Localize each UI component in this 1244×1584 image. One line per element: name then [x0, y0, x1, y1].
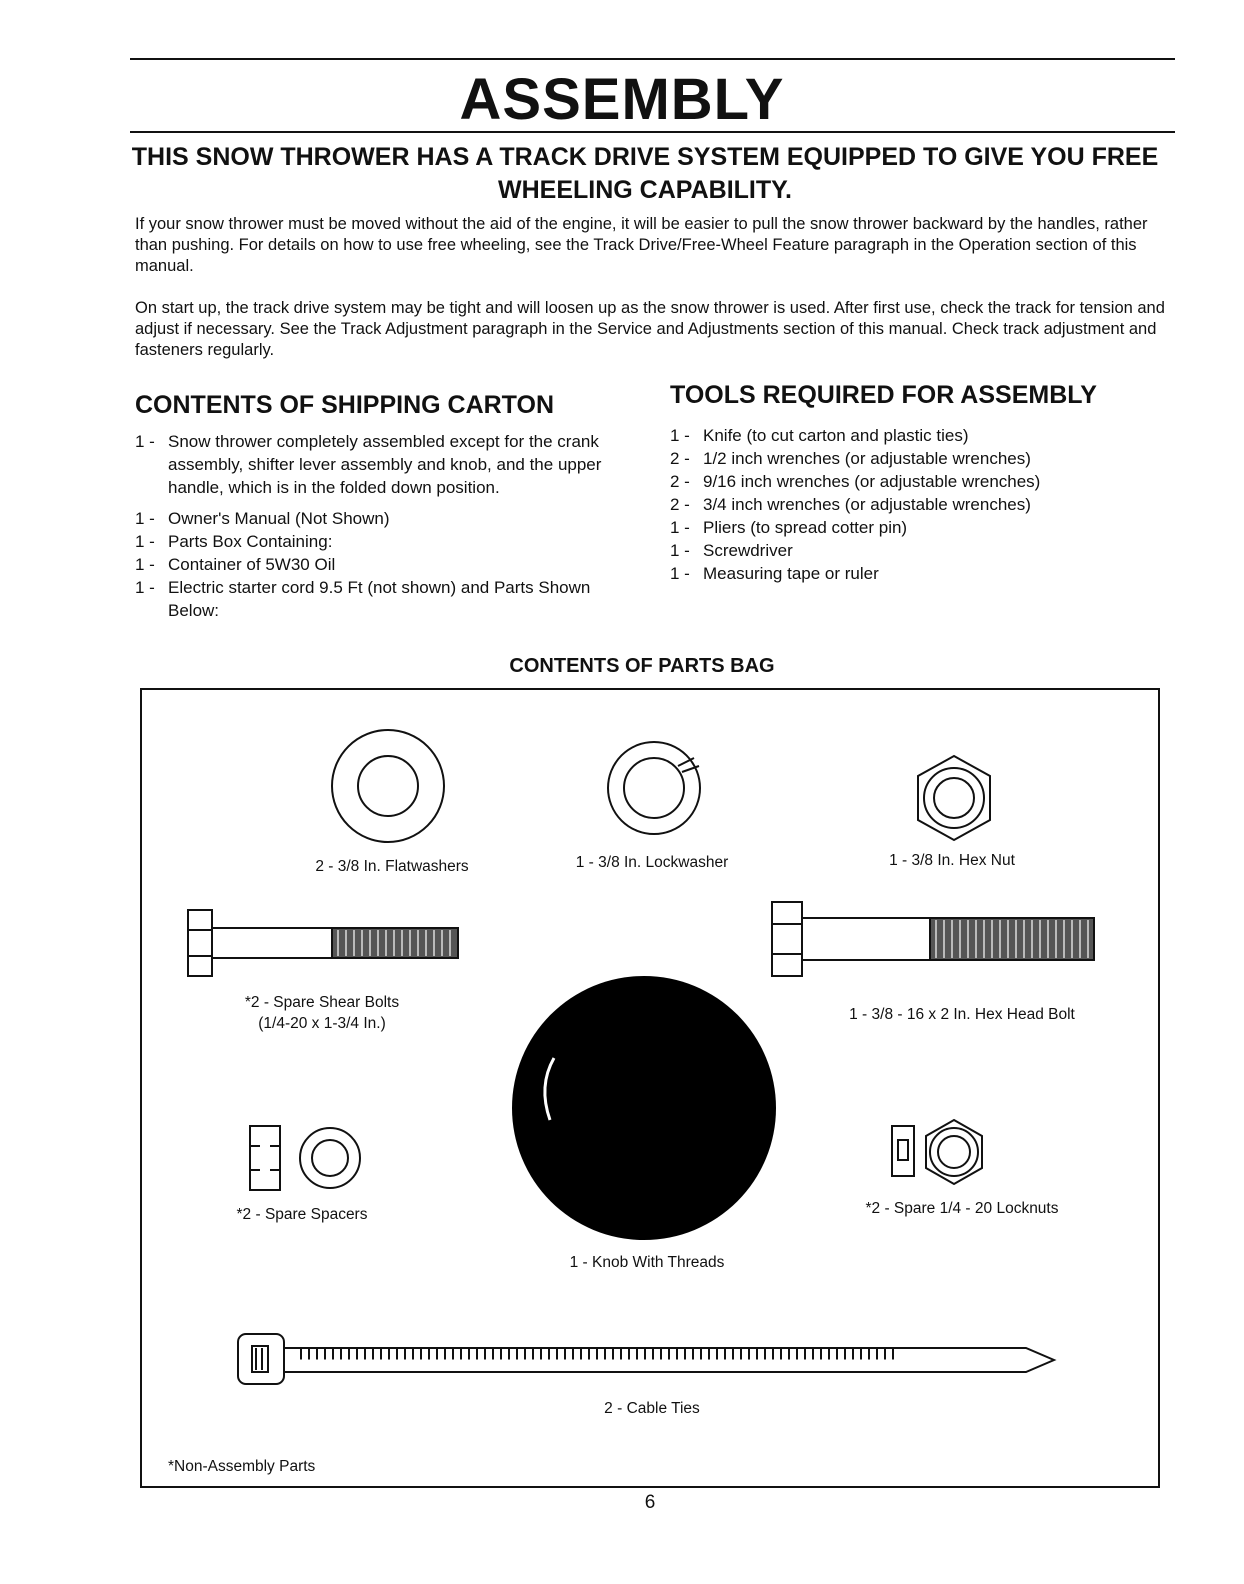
parts-bag-heading: CONTENTS OF PARTS BAG: [509, 655, 775, 677]
parts-bag-box: [140, 688, 1160, 1488]
carton-item: 1 - Snow thrower completely assembled except for the crank assembly, shifter lever assembly and knob, and the upper handle, which is in the folded down position.: [135, 432, 602, 497]
lockwasher-icon: [604, 738, 704, 838]
tools-item: 1 - Measuring tape or ruler: [670, 564, 879, 583]
locknuts-caption: *2 - Spare 1/4 - 20 Locknuts: [865, 1200, 1059, 1217]
carton-item: 1 - Electric starter cord 9.5 Ft (not shown) and Parts Shown Below:: [135, 578, 591, 620]
title-underline: [130, 131, 1175, 133]
track-tension-paragraph: On start up, the track drive system may be tight and will loosen up as the snow thrower is used. After first use, check the track for tension and adjust if necessary. See the Track Adjustment paragraph in the Service and Adjustments section of this manual. Check track adjustment and fasteners regularly.: [135, 299, 1165, 359]
lockwasher-caption: 1 - 3/8 In. Lockwasher: [575, 854, 729, 871]
tools-item: 2 - 9/16 inch wrenches (or adjustable wrenches): [670, 472, 1041, 491]
carton-item: 1 - Parts Box Containing:: [135, 532, 333, 551]
spacers-caption: *2 - Spare Spacers: [236, 1206, 368, 1223]
shear-bolts-caption: *2 - Spare Shear Bolts (1/4-20 x 1-3/4 In.): [244, 994, 400, 1032]
hex-head-bolt-caption: 1 - 3/8 - 16 x 2 In. Hex Head Bolt: [849, 1006, 1075, 1023]
free-wheel-paragraph: If your snow thrower must be moved without the aid of the engine, it will be easier to pull the snow thrower backward by the handles, rather than pushing. For details on how to use free wheeling, see the Track Drive/Free-Wheel Feature paragraph in the Operation section of this manual.: [135, 215, 1148, 275]
tools-item: 1 - Pliers (to spread cotter pin): [670, 518, 908, 537]
knob-icon: [510, 980, 780, 1240]
carton-list: [135, 430, 615, 622]
flatwashers-caption: 2 - 3/8 In. Flatwashers: [315, 858, 469, 875]
tools-item: 1 - Knife (to cut carton and plastic ties): [670, 426, 969, 445]
hex-nut-caption: 1 - 3/8 In. Hex Nut: [889, 852, 1015, 869]
top-rule: [130, 58, 1175, 60]
page-title: ASSEMBLY: [459, 67, 785, 132]
spacer-icon: [248, 1124, 374, 1194]
shear-bolt-icon: [186, 906, 476, 986]
tools-item: 1 - Screwdriver: [670, 541, 793, 560]
non-assembly-footnote: *Non-Assembly Parts: [168, 1458, 316, 1475]
cable-ties-caption: 2 - Cable Ties: [604, 1400, 700, 1417]
carton-heading: CONTENTS OF SHIPPING CARTON: [135, 391, 555, 419]
knob-caption: 1 - Knob With Threads: [569, 1254, 725, 1271]
carton-item: 1 - Container of 5W30 Oil: [135, 555, 336, 574]
locknut-icon: [890, 1118, 990, 1188]
hex-nut-icon: [914, 754, 994, 844]
tools-list: [670, 424, 1150, 585]
tools-item: 2 - 1/2 inch wrenches (or adjustable wrenches): [670, 449, 1031, 468]
tools-item: 2 - 3/4 inch wrenches (or adjustable wrenches): [670, 495, 1031, 514]
cable-tie-icon: [236, 1330, 1060, 1390]
track-drive-banner: THIS SNOW THROWER HAS A TRACK DRIVE SYSTEM EQUIPPED TO GIVE YOU FREE WHEELING CAPABILITY.: [131, 143, 1159, 204]
page-number: 6: [644, 1492, 656, 1513]
carton-item: 1 - Owner's Manual (Not Shown): [135, 509, 390, 528]
tools-heading: TOOLS REQUIRED FOR ASSEMBLY: [670, 381, 1097, 409]
flatwasher-icon: [328, 726, 448, 846]
hex-head-bolt-icon: [770, 900, 1100, 980]
